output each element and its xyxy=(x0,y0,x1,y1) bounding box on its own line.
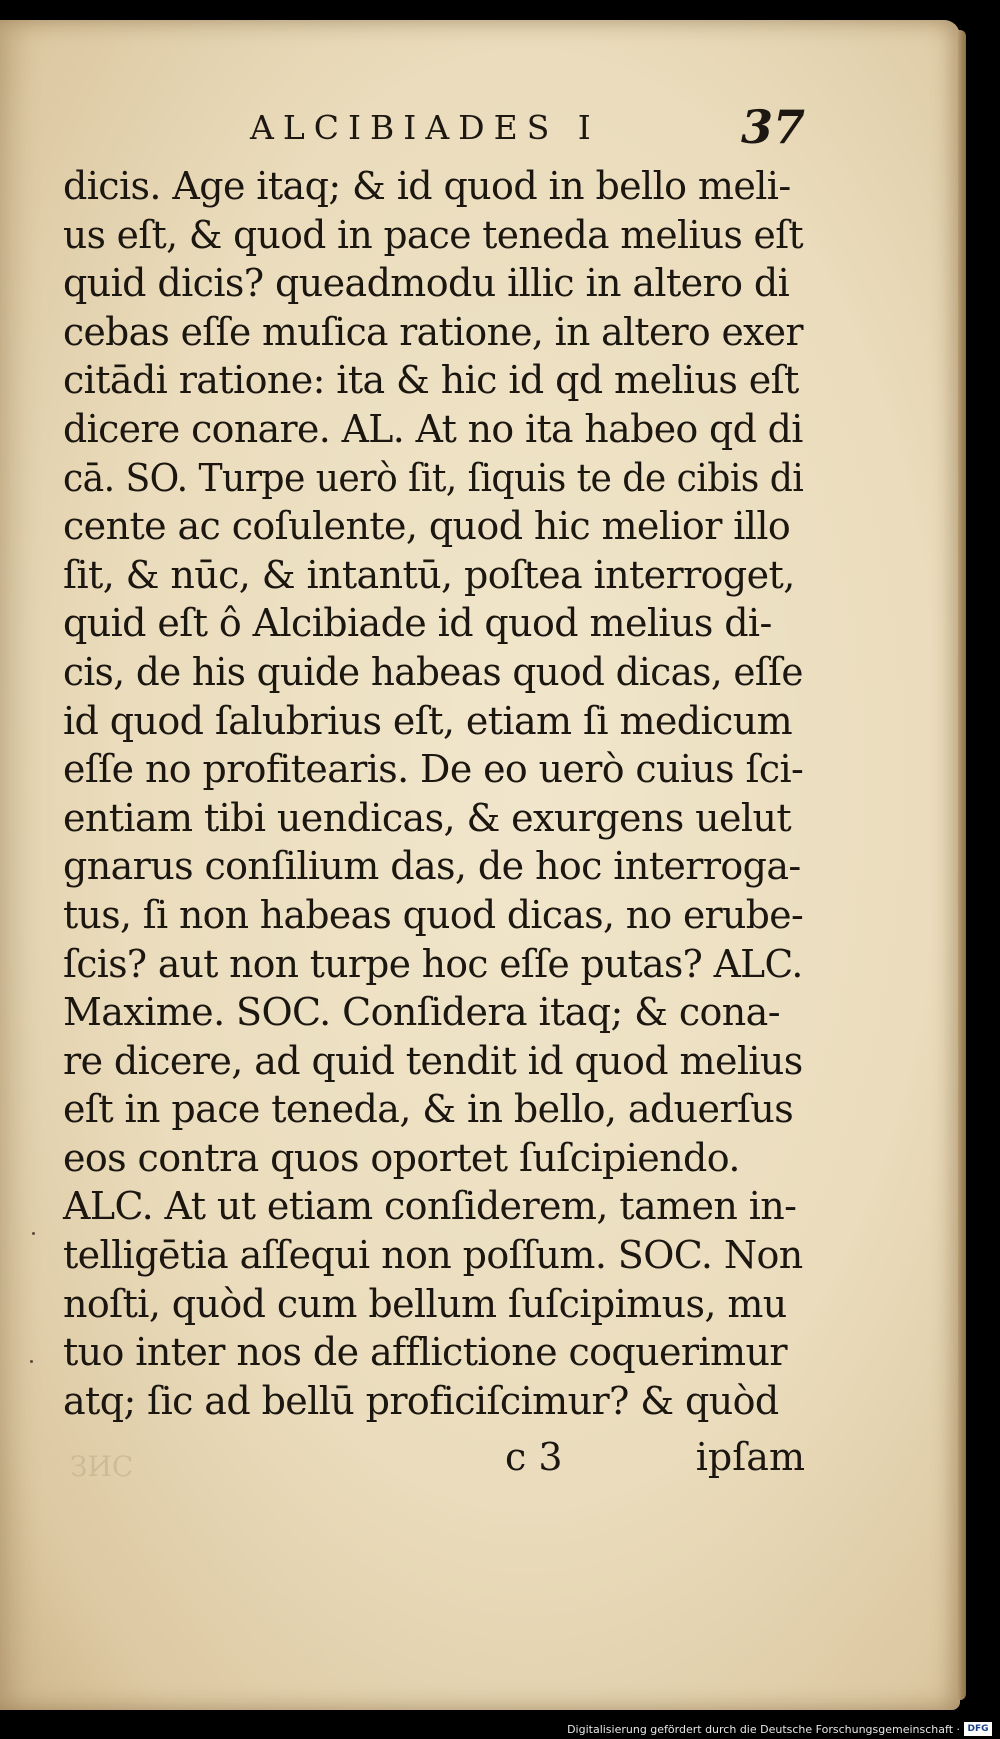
page-number: 37 xyxy=(740,100,805,154)
text-line: us eſt, & quod in pace teneda melius eſt xyxy=(63,212,804,257)
text-line: id quod ſalubrius eſt, etiam ſi medicum xyxy=(63,698,793,743)
text-line: ALC. At ut etiam conſiderem, tamen in- xyxy=(63,1184,797,1229)
catchword: ipſam xyxy=(695,1435,805,1479)
body-text xyxy=(63,162,803,1425)
text-line: ſcis? aut non turpe hoc eſſe putas? ALC. xyxy=(63,941,803,986)
text-line: tus, ſi non habeas quod dicas, no erube- xyxy=(63,892,804,937)
running-head: ALCIBIADES I xyxy=(250,108,600,147)
text-line: tuo inter nos de afflictione coquerimur xyxy=(63,1330,787,1375)
signature-line xyxy=(505,1435,805,1485)
text-line: quid dicis? queadmodu illic in altero di xyxy=(63,261,790,306)
text-line: telligētia aſſequi non poſſum. SOC. Non xyxy=(63,1233,803,1278)
page-edge xyxy=(958,30,966,1700)
text-line: atq; ſic ad bellū proficiſcimur? & quòd xyxy=(63,1378,779,1423)
text-line: re dicere, ad quid tendit id quod melius xyxy=(63,1038,803,1083)
text-line: cebas eſſe muſica ratione, in altero exer xyxy=(63,309,803,354)
margin-mark xyxy=(30,1360,33,1363)
text-line: eos contra quos oportet ſuſcipiendo. xyxy=(63,1135,740,1180)
text-line: citādi ratione: ita & hic id qd melius eſt xyxy=(63,358,799,403)
page-header xyxy=(250,100,805,158)
text-line: eſſe no profitearis. De eo uerò cuius ſci- xyxy=(63,747,804,792)
text-line: quid eſt ô Alcibiade id quod melius di- xyxy=(63,601,772,646)
dfg-logo: DFG xyxy=(964,1722,992,1736)
margin-mark xyxy=(32,1232,35,1235)
text-line: dicere conare. AL. At no ita habeo qd di xyxy=(63,406,803,451)
text-line: ſit, & nūc, & intantū, poſtea interroget, xyxy=(63,552,795,597)
text-line: cis, de his quide habeas quod dicas, eſſe xyxy=(63,649,803,694)
text-line: cente ac coſulente, quod hic melior illo xyxy=(63,504,791,549)
text-line: Maxime. SOC. Conſidera itaq; & cona- xyxy=(63,990,780,1035)
bleed-through-text: ЗИС xyxy=(70,1450,134,1483)
text-line: noſti, quòd cum bellum ſuſcipimus, mu xyxy=(63,1281,787,1326)
text-line: cā. SO. Turpe uerò ſit, ſiquis te de cibis di xyxy=(63,455,804,500)
text-line: dicis. Age itaq; & id quod in bello meli- xyxy=(63,164,791,208)
printer-signature: c 3 xyxy=(505,1435,563,1479)
digitization-credit: Digitalisierung gefördert durch die Deutsche Forschungsgemeinschaft · xyxy=(567,1723,960,1736)
text-line: eſt in pace teneda, & in bello, aduerſus xyxy=(63,1087,794,1132)
text-line: entiam tibi uendicas, & exurgens uelut xyxy=(63,795,792,840)
text-line: gnarus conſilium das, de hoc interroga- xyxy=(63,844,801,889)
